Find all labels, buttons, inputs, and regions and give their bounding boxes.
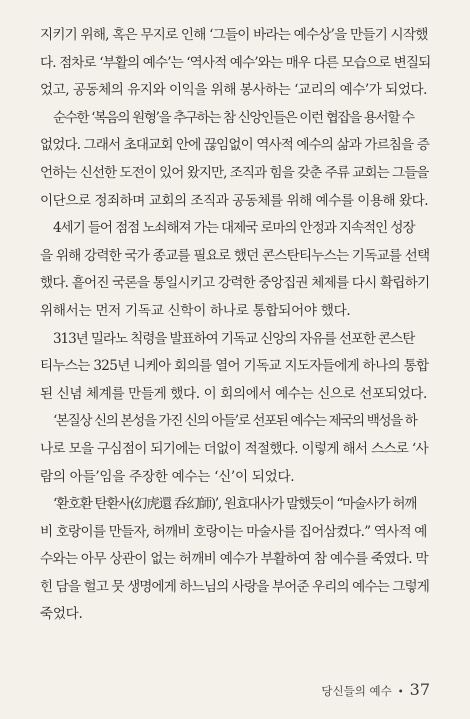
text-line: 이단으로 정죄하며 교회의 조직과 공동체를 위해 예수를 이용해 왔다. xyxy=(40,192,429,209)
text-line: 티누스는 325년 니케아 회의를 열어 기독교 지도자들에게 하나의 통합 xyxy=(40,358,429,375)
text-line: 람의 아들’임을 주장한 예수는 ‘신’이 되었다. xyxy=(40,468,295,485)
text-line: 순수한 ‘복음의 원형’을 추구하는 참 신앙인들은 이런 협잡을 용서할 수 xyxy=(53,109,414,126)
text-line: 힌 담을 헐고 뭇 생명에게 하느님의 사랑을 부어준 우리의 예수는 그렇게 xyxy=(40,578,429,595)
page-footer xyxy=(321,680,430,699)
text-line: 313년 밀라노 칙령을 발표하여 기독교 신앙의 자유를 선포한 콘스탄 xyxy=(53,330,415,347)
text-line: 수와는 아무 상관이 없는 허깨비 예수가 부활하여 참 예수를 죽였다. 막 xyxy=(40,551,428,568)
text-line: 했다. 흩어진 국론을 통일시키고 강력한 중앙집권 체제를 다시 확립하기 xyxy=(40,275,430,292)
page-number: 37 xyxy=(409,680,430,699)
text-line: ‘환호환 탄환사(幻虎還 呑幻師)’, 원효대사가 말했듯이 “마술사가 허깨 xyxy=(53,496,417,513)
text-line: 었고, 공동체의 유지와 이익을 위해 봉사하는 ‘교리의 예수’가 되었다. xyxy=(40,82,427,99)
text-line: 언하는 신선한 도전이 있어 왔지만, 조직과 힘을 갖춘 주류 교회는 그들을 xyxy=(40,164,429,181)
body-text xyxy=(40,22,430,629)
text-line: 없었다. 그래서 초대교회 안에 끊임없이 역사적 예수의 삶과 가르침을 증 xyxy=(40,137,429,154)
running-title: 당신들의 예수 xyxy=(321,684,392,698)
text-line: 지키기 위해, 혹은 무지로 인해 ‘그들이 바라는 예수상’을 만들기 시작했 xyxy=(40,27,428,43)
text-line: 죽었다. xyxy=(40,606,83,623)
text-line: 위해서는 먼저 기독교 신학이 하나로 통합되어야 했다. xyxy=(40,302,351,319)
text-line: 비 호랑이를 만들자, 허깨비 호랑이는 마술사를 집어삼켰다.” 역사적 예 xyxy=(40,523,427,540)
text-line: ‘본질상 신의 본성을 가진 신의 아들’로 선포된 예수는 제국의 백성을 하 xyxy=(53,413,417,430)
text-line: 나로 모을 구심점이 되기에는 더없이 적절했다. 이렇게 해서 스스로 ‘사 xyxy=(40,440,428,457)
footer-bullet: • xyxy=(397,687,404,698)
text-line: 4세기 들어 점점 노쇠해져 가는 대제국 로마의 안정과 지속적인 성장 xyxy=(53,220,415,237)
text-line: 을 위해 강력한 국가 종교를 필요로 했던 콘스탄티누스는 기독교를 선택 xyxy=(40,247,430,264)
text-line: 된 신념 체계를 만들게 했다. 이 회의에서 예수는 신으로 선포되었다. xyxy=(40,385,427,402)
text-line: 다. 점차로 ‘부활의 예수’는 ‘역사적 예수’와는 매우 다른 모습으로 변질되 xyxy=(40,54,430,71)
